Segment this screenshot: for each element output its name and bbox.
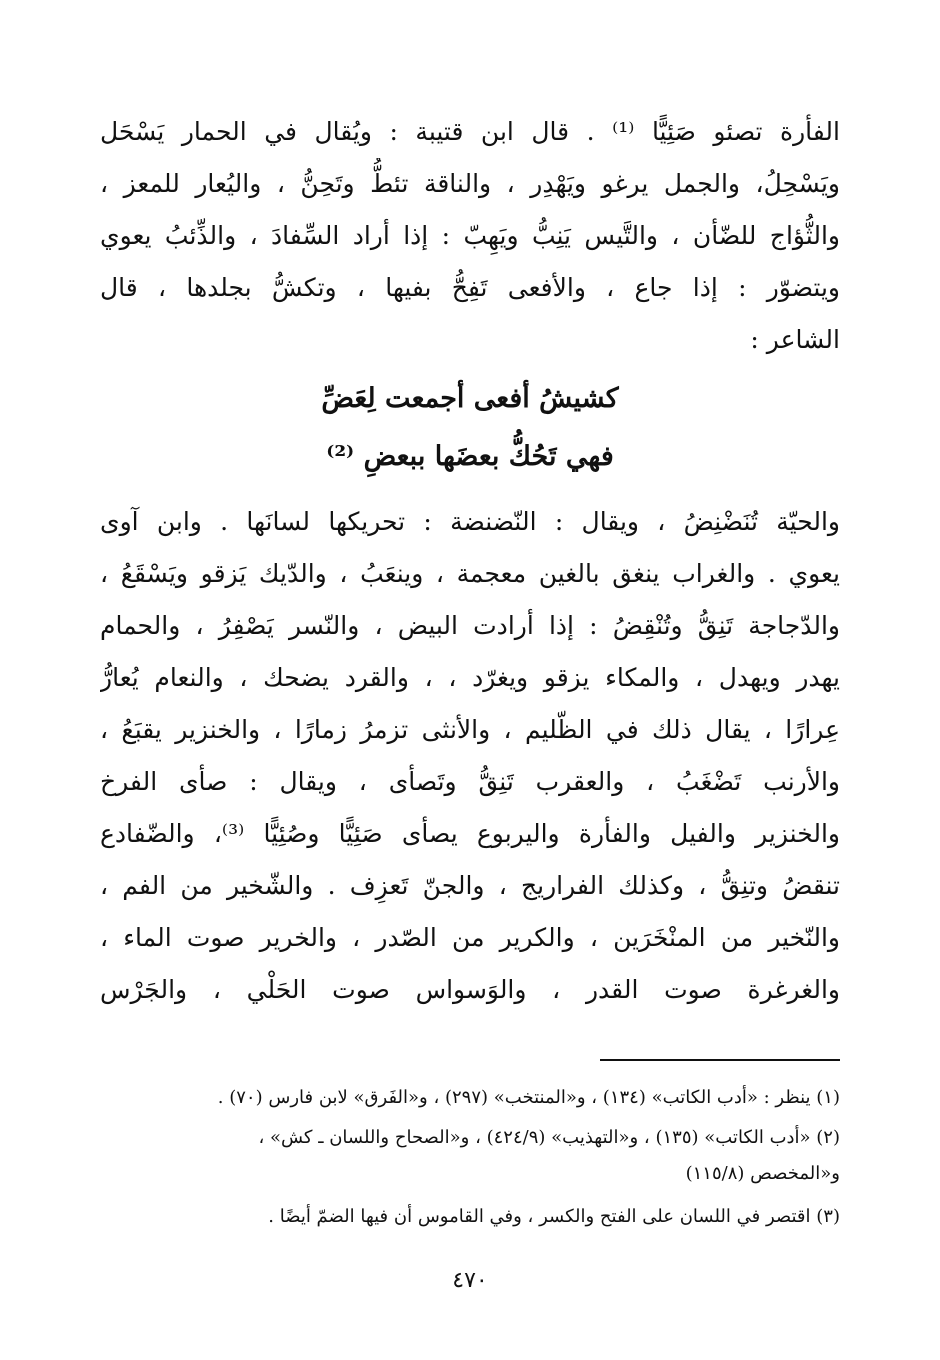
text-line: الفأرة تصئو صَئِيًّا ⁽¹⁾ . قال ابن قتيبة : ويُقال في الحمار يَسْحَل — [100, 117, 840, 146]
page-number: ٤٧٠ — [452, 1268, 488, 1293]
text-line: والغرغرة صوت القدر ، والوَسواس صوت الحَلْي ، والجَرْس — [100, 975, 840, 1004]
footnote: (٣) اقتصر في اللسان على الفتح والكسر ، وفي القاموس أن فيها الضمّ أيضًا . — [268, 1206, 840, 1227]
text-line: تنقضُ وتنِقُّ ، وكذلك الفراريج ، والجنّ تَعزِف . والشّخير من الفم ، — [100, 871, 840, 900]
text-line: ويَسْحِلُ، والجمل يرغو ويَهْدِر ، والناقة تئطُّ وتَحِنُّ ، واليُعار للمعز ، — [100, 169, 840, 198]
footnote: (١) ينظر : «أدب الكاتب» (١٣٤) ، و«المنتخب» (٢٩٧) ، و«الفَرق» لابن فارس (٧٠) . — [217, 1087, 840, 1108]
text-line: يعوي . والغراب ينغق بالغين معجمة ، وينعَبُ ، والدّيك يَزقو ويَسْقَعُ ، — [100, 559, 840, 588]
text-line: يهدر ويهدل ، والمكاء يزقو ويغرّد ، ، والقرد يضحك ، والنعام يُعارُّ — [100, 663, 840, 692]
verse-line: فهي تَحُكُّ بعضَها ببعضِ ⁽²⁾ — [326, 441, 614, 472]
text-line: والحيّة تُنَضْنِضُ ، ويقال : النّضنضة : تحريكها لسانَها . وابن آوى — [100, 507, 840, 536]
verse-line: كشيشُ أفعى أجمعت لِعَضِّ — [321, 383, 619, 414]
text-line: والثُّؤاج للضّأن ، والتَّيس يَنِبُّ ويَهِبّ : إذا أراد السِّفادَ ، والذِّئبُ يعوي — [100, 221, 840, 250]
text-line: والنّخير من المنْخَرَين ، والكرير من الصّدر ، والخرير صوت الماء ، — [100, 923, 840, 952]
footnote-separator — [600, 1059, 840, 1061]
text-line: والخنزير والفيل والفأرة واليربوع يصأى صَئِيًّا وصُئِيًّا ⁽³⁾، والضّفادع — [100, 819, 840, 848]
footnote-continuation: و«المخصص (١١٥/٨) — [685, 1163, 840, 1184]
footnote: (٢) «أدب الكاتب» (١٣٥) ، و«التهذيب» (٤٢٤/٩) ، و«الصحاح واللسان ـ كش» ، — [258, 1127, 840, 1148]
text-line: والدّجاجة تَنِقُّ وتُنْقِضُ : إذا أرادت البيض ، والنّسر يَصْفِرُ ، والحمام — [100, 611, 840, 640]
text-line: عِرارًا ، يقال ذلك في الظّليم ، والأنثى تزمرُ زمارًا ، والخنزير يقبَعُ ، — [100, 715, 840, 744]
text-line: ويتضوّر : إذا جاع ، والأفعى تَفِحُّ بفيها ، وتكشُّ بجلدها ، قال — [100, 273, 840, 302]
text-line: الشاعر : — [750, 325, 840, 354]
text-line: والأرنب تَضْغَبُ ، والعقرب تَنِقُّ وتَصأى ، ويقال : صأى الفرخ — [100, 767, 840, 796]
